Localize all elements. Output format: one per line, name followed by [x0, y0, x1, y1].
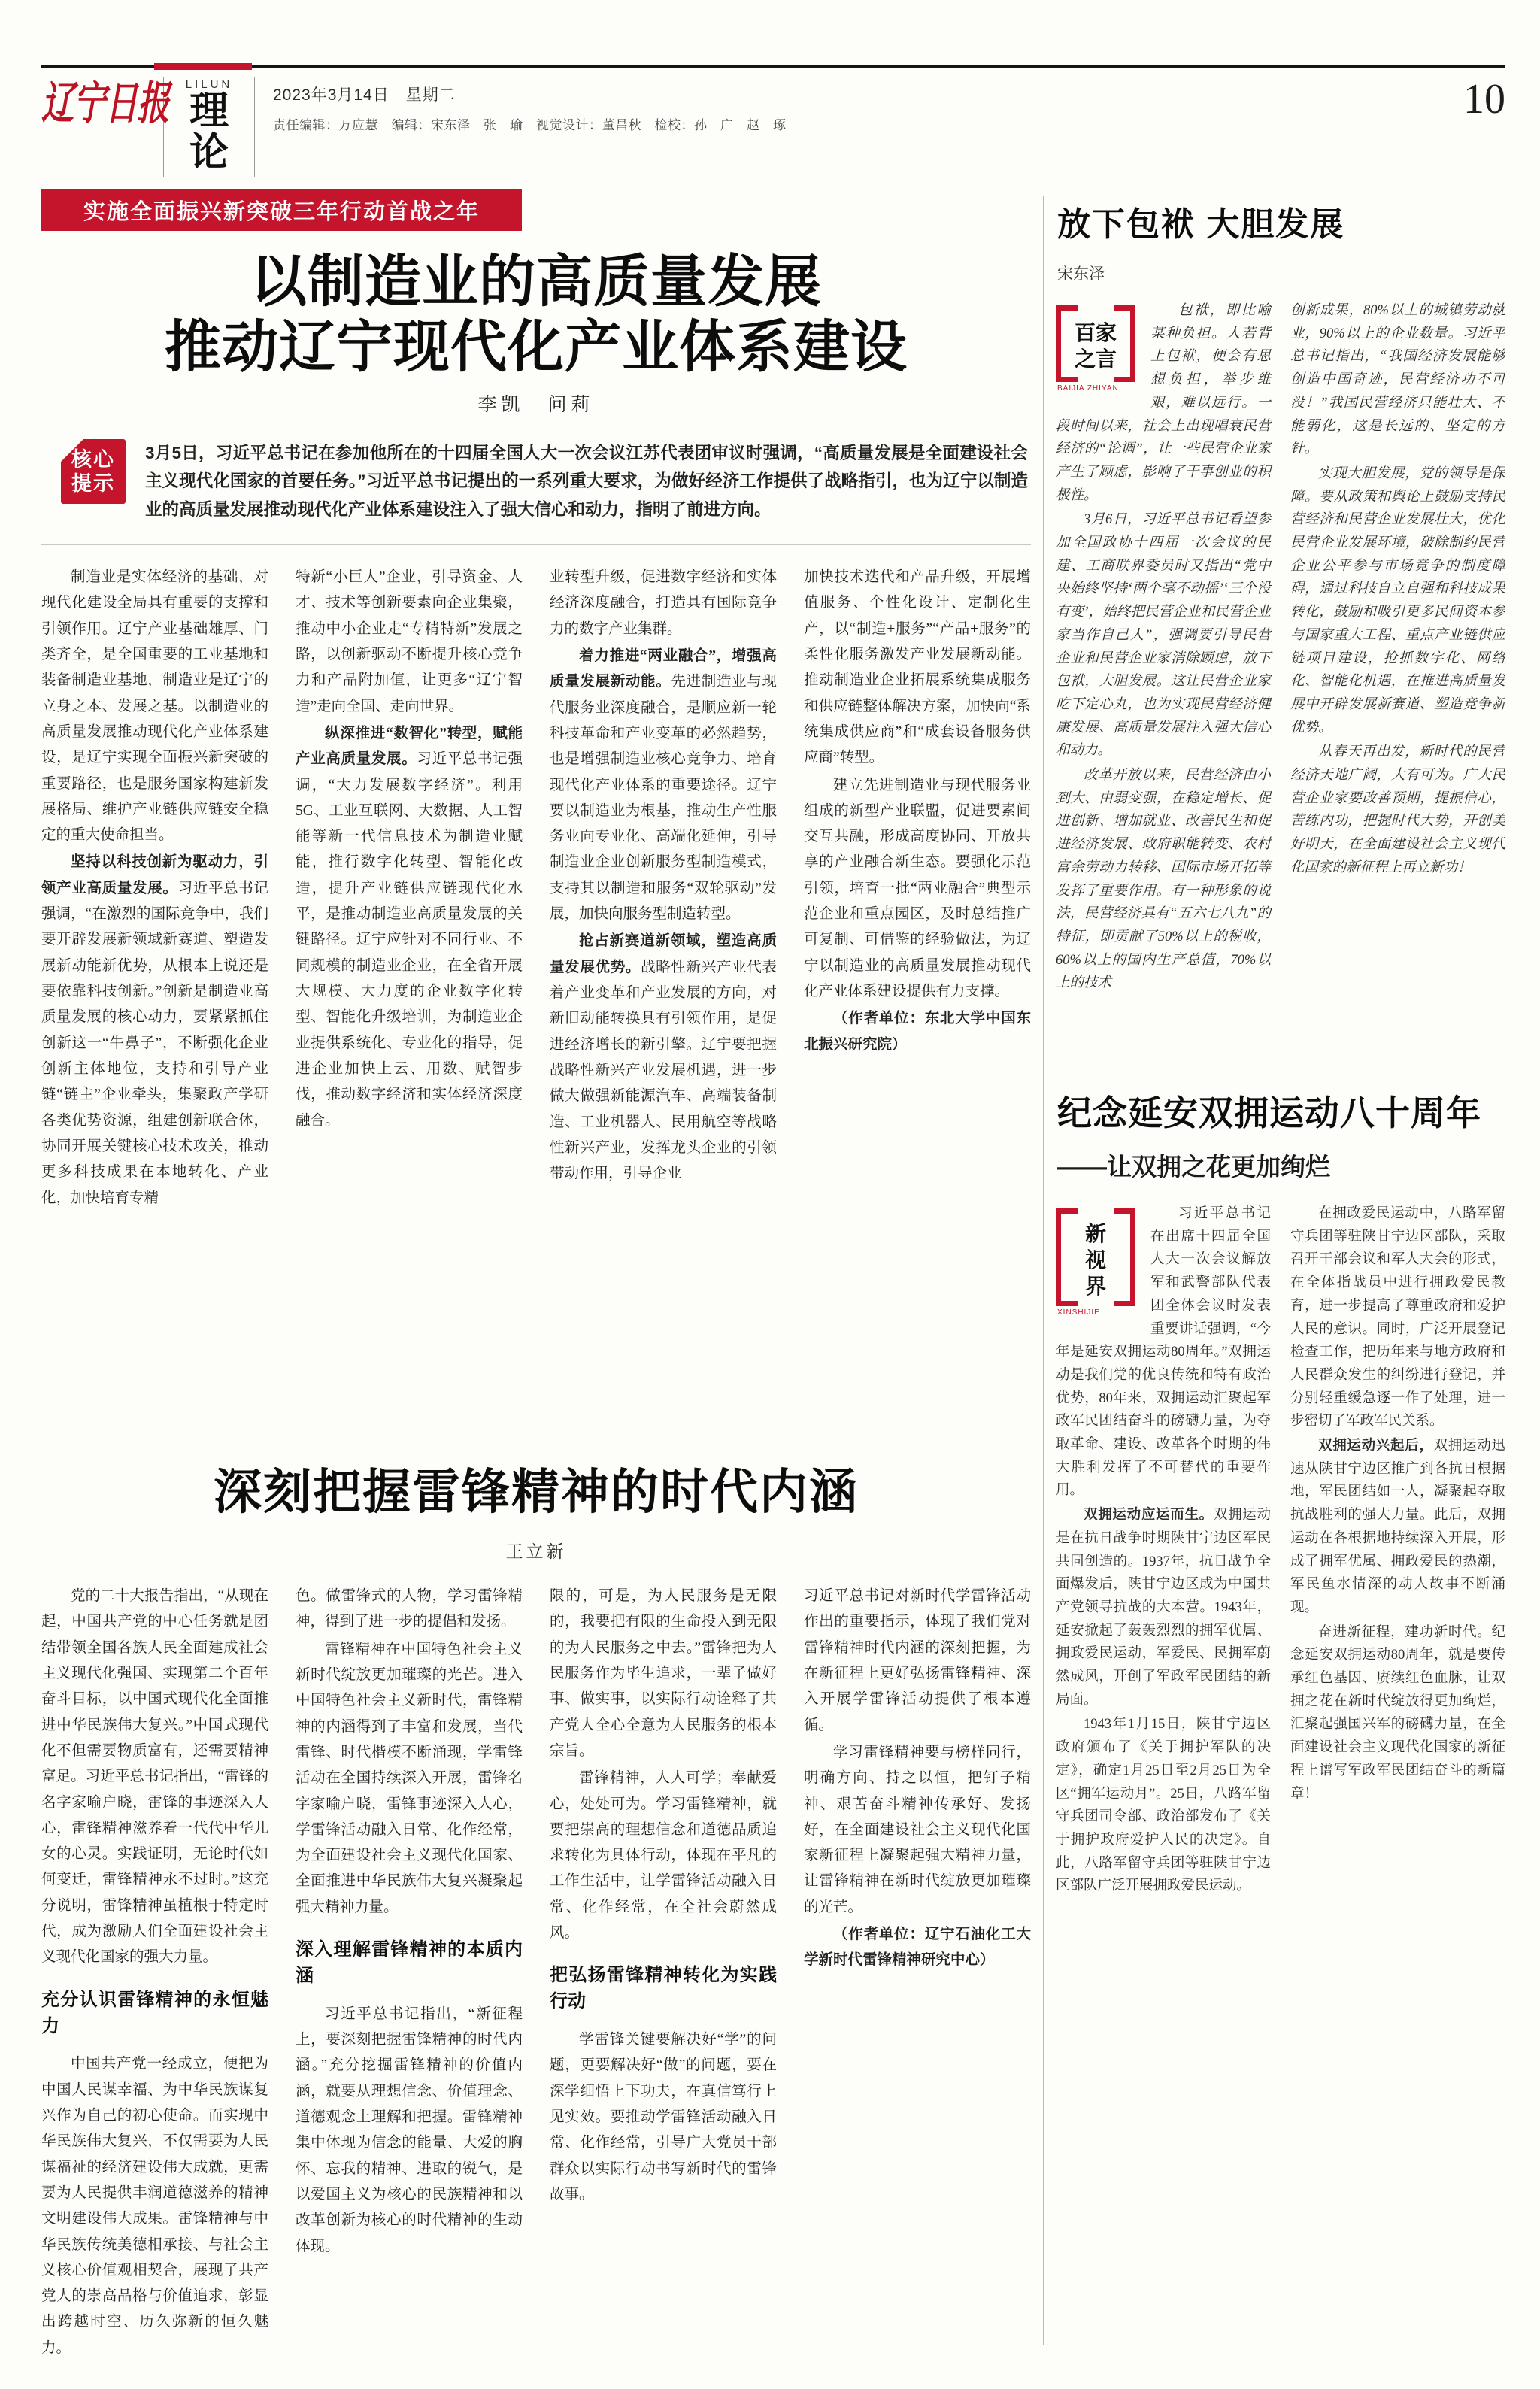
body-column-1 — [41, 1584, 268, 2358]
page-number: 10 — [1463, 76, 1505, 123]
badge-line: 视 — [1084, 1248, 1106, 1272]
body-column-3 — [550, 1584, 777, 2358]
subhead: 深入理解雷锋精神的本质内涵 — [296, 1939, 523, 1986]
body-paragraph: 中国共产党一经成立，便把为中国人民谋幸福、为中华民族谋复兴作为自己的初心使命。而实现中华民族伟大复兴，不仅需要为人民谋福祉的经济建设伟大成就，更需要为人民提供丰润道德滋养的精神文明建设伟大成果。雷锋精神与中华民族传统美德相承接、与社会主义核心价值观相契合，展现了共产党人的崇高品格与价值追求，彰显出跨越时空、历久弥新的恒久魅力。 — [41, 2056, 268, 2356]
paragraph-lead: 坚持以科技创新为驱动力，引领产业高质量发展。 — [41, 854, 268, 896]
body-paragraph: 建立先进制造业与现代服务业组成的新型产业联盟，促进要素间交互共融，形成高度协同、开放共享的产业融合新生态。要强化示范引领，培育一批“两业融合”典型示范企业和重点园区，及时总结推广可复制、可借鉴的经验做法，为辽宁以制造业的高质量发展推动现代化产业体系建设提供有力支撑。 — [804, 777, 1031, 1000]
rail-subtitle-2: ——让双拥之花更加绚烂 — [1057, 1153, 1330, 1181]
body-paragraph: 习近平总书记指出，“新征程上，要深刻把握雷锋精神的时代内涵。”充分挖掘雷锋精神的价值内涵，就要从理想信念、价值理念、道德观念上理解和把握。雷锋精神集中体现为信念的能量、大爱的胸怀、忘我的精神、进取的锐气，是以爱国主义为核心的民族精神和以改革创新为核心的时代精神的生动体现。 — [296, 2005, 523, 2254]
main-headline-line2: 推动辽宁现代化产业体系建设 — [164, 314, 908, 378]
body-paragraph: 学习雷锋精神要与榜样同行，明确方向、持之以恒，把钉子精神、艰苦奋斗精神传承好、发扬好，在全面建设社会主义现代化国家新征程上凝聚起强大精神力量，让雷锋精神在新时代绽放更加璀璨的光芒。 — [804, 1744, 1031, 1915]
main-headline-line1: 以制造业的高质量发展 — [250, 250, 822, 313]
baijia-zhiyan-badge — [1056, 305, 1135, 397]
top-rule-red-segment — [154, 63, 252, 70]
badge-line: 界 — [1084, 1274, 1106, 1298]
article-baofu — [1056, 197, 1505, 1042]
body-paragraph — [1056, 1504, 1271, 1711]
section-name: 理论 — [189, 89, 229, 174]
body-paragraph — [550, 644, 777, 927]
core-tip-label-2: 提示 — [71, 472, 115, 495]
badge-line: 百家 — [1074, 321, 1117, 344]
top-rule — [41, 65, 1505, 68]
masthead — [41, 76, 1505, 174]
paragraph-lead: 纵深推进“数智化”转型，赋能产业高质量发展。 — [296, 725, 523, 768]
article-shuangyong — [1056, 1086, 1505, 2278]
body-paragraph: 雷锋精神在中国特色社会主义新时代绽放更加璀璨的光芒。进入中国特色社会主义新时代，雷锋精神的内涵得到了丰富和发展，当代雷锋、时代楷模不断涌现，学雷锋活动在全国持续深入开展，雷锋名字家喻户晓，雷锋事迹深入人心，学雷锋活动融入日常、化作经常，为全面建设社会主义现代化国家、全面推进中华民族伟大复兴凝聚起强大精神力量。 — [296, 1641, 523, 1915]
body-paragraph: 改革开放以来，民营经济由小到大、由弱变强，在稳定增长、促进创新、增加就业、改善民生和促进经济发展、政府职能转变、农村富余劳动力转移、国际市场开拓等发挥了重要作用。有一种形象的说法，民营经济具有“五六七八九”的特征，即贡献了50%以上的税收，60%以上的国内生产总值，70%以上的技术 — [1056, 768, 1271, 991]
rail-column-1 — [1056, 299, 1271, 1042]
badge-pinyin: BAIJIA ZHIYAN — [1057, 384, 1119, 393]
body-column-4 — [804, 1584, 1031, 2358]
body-paragraph: 包袱，即比喻某种负担。人若背上包袱，便会有思想负担，举步维艰，难以远行。一段时间以来，社会上出现唱衰民营经济的“论调”，让一些民营企业家产生了顾虑，影响了干事创业的积极性。 — [1056, 303, 1271, 503]
body-paragraph: 业转型升级，促进数字经济和实体经济深度融合，打造具有国际竞争力的数字产业集群。 — [550, 569, 777, 637]
author-affiliation: （作者单位：辽宁石油化工大学新时代雷锋精神研究中心） — [804, 1927, 1031, 1969]
subhead: 充分认识雷锋精神的永恒魅力 — [41, 1989, 268, 2036]
article-body — [41, 565, 1031, 1413]
article-leifeng — [41, 1454, 1031, 2358]
article-intro: 3月5日，习近平总书记在参加他所在的十四届全国人大一次会议江苏代表团审议时强调，“高质量发展是全面建设社会主义现代化国家的首要任务。”习近平总书记提出的一系列重大要求，为做好经济工作提供了战略指引，也为辽宁以制造业的高质量发展推动现代化产业体系建设注入了强大信心和动力，指明了前进方向。 — [145, 444, 1028, 519]
body-paragraph: 创新成果，80%以上的城镇劳动就业，90%以上的企业数量。习近平总书记指出，“我国经济发展能够创造中国奇迹，民营经济功不可没！”我国民营经济只能壮大、不能弱化，这是长远的、坚定的方针。 — [1290, 303, 1505, 457]
body-paragraph — [41, 850, 268, 1211]
badge-text — [1066, 1216, 1125, 1303]
date-block — [273, 77, 787, 133]
leifeng-body — [41, 1584, 1031, 2358]
rail-column-2 — [1290, 299, 1505, 1042]
rail-headline-2: 纪念延安双拥运动八十周年 — [1057, 1093, 1481, 1132]
paragraph-text: 双拥运动是在抗日战争时期陕甘宁边区军民共同创造的。1937年，抗日战争全面爆发后，陕甘宁边区成为中国共产党领导抗战的大本营。1943年，延安掀起了轰轰烈烈的拥军优属、拥政爱民运动，军爱民、民拥军蔚然成风，开创了军政军民团结的新局面。 — [1056, 1508, 1271, 1708]
body-paragraph: 习近平总书记在出席十四届全国人大一次会议解放军和武警部队代表团全体会议时发表重要讲话强调，“今年是延安双拥运动80周年。”双拥运动是我们党的优良传统和特有政治优势，80年来，双拥运动汇聚起军政军民团结奋斗的磅礴力量，为夺取革命、建设、改革各个时期的伟大胜利发挥了不可替代的重要作用。 — [1056, 1206, 1271, 1499]
paper-logo: 辽宁日报 — [41, 79, 169, 129]
body-paragraph: 1943年1月15日，陕甘宁边区政府颁布了《关于拥护军队的决定》，确定1月25日至2月25日为全区“拥军运动月”。25日，八路军留守兵团司令部、政治部发布了《关于拥护政府爱护人民的决定》。自此，八路军留守兵团等驻陕甘宁边区部队广泛开展拥政爱民运动。 — [1056, 1717, 1271, 1894]
badge-pinyin: XINSHIJIE — [1057, 1308, 1100, 1317]
body-paragraph: 学雷锋关键要解决好“学”的问题，更要解决好“做”的问题，要在深学细悟上下功夫，在真信笃行上见实效。要推动学雷锋活动融入日常、化作经常，引导广大党员干部群众以实际行动书写新时代的雷锋故事。 — [550, 2032, 777, 2203]
body-paragraph: 特新“小巨人”企业，引导资金、人才、技术等创新要素向企业集聚，推动中小企业走“专精特新”发展之路，以创新驱动不断提升核心竞争力和产品附加值，让更多“辽宁智造”走向全国、走向世界。 — [296, 569, 523, 714]
body-paragraph: 3月6日，习近平总书记看望参加全国政协十四届一次会议的民建、工商联界委员时又指出“党中央始终坚持‘两个毫不动摇’‘三个没有变’，始终把民营企业和民营企业家当作自己人”，强调要引导民营企业和民营企业家消除顾虑，放下包袱，大胆发展。这让民营企业家吃下定心丸，也为实现民营经济健康发展、高质量发展注入强大信心和动力。 — [1056, 512, 1271, 759]
rail-headline: 放下包袱 大胆发展 — [1057, 206, 1345, 243]
leifeng-byline: 王立新 — [505, 1542, 567, 1562]
main-area — [41, 189, 1031, 2356]
paragraph-lead: 着力推进“两业融合”，增强高质量发展新动能。 — [550, 647, 777, 690]
body-column-2 — [296, 565, 523, 1413]
paragraph-text: 战略性新兴产业代表着产业变革和产业发展的方向，对新旧动能转换具有引领作用，是促进经济增长的新引擎。辽宁要把握战略性新兴产业发展机遇，进一步做大做强新能源汽车、高端装备制造、工业机器人、民用航空等战略性新兴产业，发挥龙头企业的引领带动作用，引导企业 — [550, 959, 777, 1182]
paragraph-lead: 双拥运动应运而生。 — [1084, 1508, 1214, 1523]
xinshijie-badge — [1056, 1208, 1135, 1321]
body-paragraph — [1290, 1435, 1505, 1620]
rail-column-1 — [1056, 1202, 1271, 2278]
core-tip-row — [41, 439, 1031, 545]
body-paragraph: 色。做雷锋式的人物，学习雷锋精神，得到了进一步的提倡和发扬。 — [296, 1588, 523, 1630]
body-paragraph — [550, 929, 777, 1187]
body-paragraph: 在拥政爱民运动中，八路军留守兵团等驻陕甘宁边区部队，采取召开干部会议和军人大会的形式，在全体指战员中进行拥政爱民教育，进一步提高了尊重政府和爱护人民的意识。同时，广泛开展登记检查工作，把历年来与地方政府和人民群众发生的纠纷进行登记，并分别轻重缓急逐一作了处理，进一步密切了军政军民关系。 — [1290, 1206, 1505, 1429]
body-paragraph: 党的二十大报告指出，“从现在起，中国共产党的中心任务就是团结带领全国各族人民全面建成社会主义现代化强国、实现第二个百年奋斗目标，以中国式现代化全面推进中华民族伟大复兴。”中国式现代化不但需要物质富有，还需要精神富足。习近平总书记指出，“雷锋的名字家喻户晓，雷锋的事迹深入人心，雷锋精神滋养着一代代中华儿女的心灵。实践证明，无论时代如何变迁，雷锋精神永不过时。”这充分说明，雷锋精神虽植根于特定时代，成为激励人们全面建设社会主义现代化国家的强大力量。 — [41, 1588, 268, 1966]
body-paragraph: 习近平总书记对新时代学雷锋活动作出的重要指示，体现了我们党对雷锋精神时代内涵的深刻把握，为在新征程上更好弘扬雷锋精神、深入开展学雷锋活动提供了根本遵循。 — [804, 1588, 1031, 1733]
section-box — [163, 77, 255, 177]
body-paragraph: 从春天再出发，新时代的民营经济天地广阔，大有可为。广大民营企业家要改善预期，提振信心，苦练内功，把握时代大势，开创美好明天，在全面建设社会主义现代化国家的新征程上再立新功！ — [1290, 744, 1505, 875]
body-paragraph: 限的，可是，为人民服务是无限的，我要把有限的生命投入到无限的为人民服务之中去。”雷锋把为人民服务作为毕生追求，一辈子做好事、做实事，以实际行动诠释了共产党人全心全意为人民服务的根本宗旨。 — [550, 1588, 777, 1759]
content-area — [41, 189, 1505, 2356]
body-column-3 — [550, 565, 777, 1413]
rail-article-body — [1056, 299, 1505, 1042]
badge-line: 之言 — [1074, 347, 1117, 371]
body-paragraph: 制造业是实体经济的基础，对现代化建设全局具有重要的支撑和引领作用。辽宁产业基础雄厚、门类齐全，是全国重要的工业基地和装备制造业基地，制造业是辽宁的立身之本、发展之基。以制造业的高质量发展推动现代化产业体系建设，是辽宁实现全面振兴新突破的重要路径，也是服务国家构建新发展格局、维护产业链供应链安全稳定的重大使命担当。 — [41, 569, 268, 844]
body-column-2 — [296, 1584, 523, 2358]
core-tip-icon — [61, 439, 126, 504]
badge-line: 新 — [1084, 1221, 1106, 1245]
subhead: 把弘扬雷锋精神转化为实践行动 — [550, 1965, 777, 2012]
body-paragraph: 奋进新征程，建功新时代。纪念延安双拥运动80周年，就是要传承红色基因、赓续红色血脉，让双拥之花在新时代绽放得更加绚烂，汇聚起强国兴军的磅礴力量，在全面建设社会主义现代化国家的新征程上谱写军政军民团结奋斗的新篇章！ — [1290, 1624, 1505, 1802]
vertical-divider — [1043, 196, 1044, 2345]
body-paragraph — [296, 721, 523, 1134]
rail-byline: 宋东泽 — [1057, 265, 1105, 283]
right-rail — [1056, 189, 1505, 2345]
body-paragraph: 雷锋精神，人人可学；奉献爱心，处处可为。学习雷锋精神，就要把崇高的理想信念和道德品质追求转化为具体行动，体现在平凡的工作生活中，让学雷锋活动融入日常、化作经常，在全社会蔚然成风。 — [550, 1770, 777, 1942]
core-tip-label-1: 核心 — [71, 447, 115, 471]
author-affiliation: （作者单位：东北大学中国东北振兴研究院） — [804, 1011, 1031, 1053]
staff-line: 责任编辑：万应慧 编辑：宋东泽 张 瑜 视觉设计：董昌秋 检校：孙 广 赵 琢 — [273, 118, 787, 132]
article-manufacturing — [41, 189, 1031, 1413]
body-paragraph: 加快技术迭代和产品升级，开展增值服务、个性化设计、定制化生产，以“制造+服务”“产品+服务”的柔性化服务激发产业发展新动能。推动制造业企业拓展系统集成服务和供应链整体解决方案，加快向“系统集成供应商”和“成套设备服务供应商”转型。 — [804, 569, 1031, 766]
rail-article-body — [1056, 1202, 1505, 2278]
body-paragraph: 实现大胆发展，党的领导是保障。要从政策和舆论上鼓励支持民营经济和民营企业发展壮大，优化民营企业发展环境，破除制约民营企业公平参与市场竞争的制度障碍，通过科技自立自强和科技成果转化，鼓励和吸引更多民间资本参与国家重大工程、重点产业链供应链项目建设，抢抓数字化、网络化、智能化机遇，在推进高质量发展中开辟发展新赛道、塑造竞争新优势。 — [1290, 465, 1505, 735]
main-byline: 李凯 问莉 — [477, 395, 595, 415]
section-name-en: LILUN — [185, 78, 233, 91]
rail-column-2 — [1290, 1202, 1505, 2278]
paragraph-text: 先进制造业与现代服务业深度融合，是顺应新一轮科技革命和产业变革的必然趋势，也是增强制造业核心竞争力、培育现代化产业体系的重要途径。辽宁要以制造业为根基，推动生产性服务业向专业化、高端化延伸，引导制造业企业创新服务型制造模式，支持其以制造和服务“双轮驱动”发展，加快向服务型制造转型。 — [550, 674, 777, 923]
paragraph-lead: 双拥运动兴起后， — [1318, 1439, 1434, 1454]
badge-text — [1066, 313, 1125, 379]
date-line: 2023年3月14日 星期二 — [273, 86, 456, 104]
body-column-1 — [41, 565, 268, 1413]
paragraph-text: 习近平总书记强调，“大力发展数字经济”。利用5G、工业互联网、大数据、人工智能等新一代信息技术为制造业赋能，推行数字化转型、智能化改造，提升产业链供应链现代化水平，是推动制造业高质量发展的关键路径。辽宁应针对不同行业、不同规模的制造业企业，在全省开展大规模、大力度的企业数字化转型、智能化升级培训，为制造业企业提供系统化、专业化的指导，促进企业加快上云、用数、赋智步伐，推动数字经济和实体经济深度融合。 — [296, 751, 523, 1129]
leifeng-headline: 深刻把握雷锋精神的时代内涵 — [214, 1465, 859, 1520]
paragraph-lead: 抢占新赛道新领域，塑造高质量发展优势。 — [550, 933, 777, 975]
body-column-4 — [804, 565, 1031, 1413]
paragraph-text: 习近平总书记强调，“在激烈的国际竞争中，我们要开辟发展新领域新赛道、塑造发展新动能新优势，从根本上说还是要依靠科技创新。”创新是制造业高质量发展的核心动力，要紧紧抓住创新这一“牛鼻子”，不断强化企业创新主体地位，支持和引导产业链“链主”企业牵头，集聚政产学研各类优势资源，组建创新联合体，协同开展关键核心技术攻关，推动更多科技成果在本地转化、产业化，加快培育专精 — [41, 880, 268, 1206]
paragraph-text: 双拥运动迅速从陕甘宁边区推广到各抗日根据地，军民团结如一人，凝聚起夺取抗战胜利的强大力量。此后，双拥运动在各根据地持续深入开展，形成了拥军优属、拥政爱民的热潮，军民鱼水情深的动人故事不断涌现。 — [1290, 1439, 1505, 1615]
series-banner: 实施全面振兴新突破三年行动首战之年 — [41, 189, 522, 231]
